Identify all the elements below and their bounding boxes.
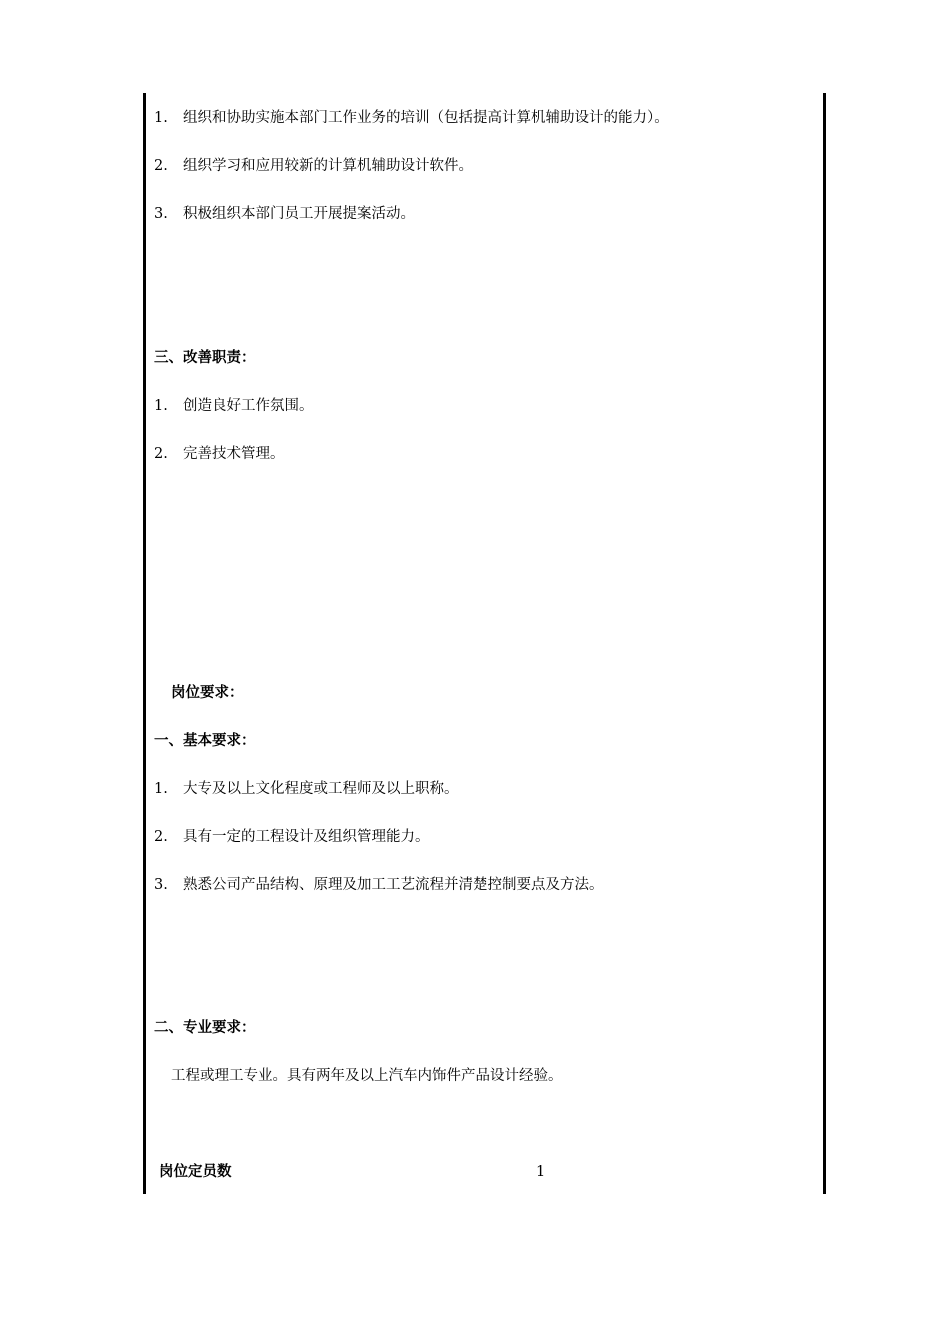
item-text: 具有一定的工程设计及组织管理能力。 [183, 829, 430, 845]
item-number: 3. [154, 877, 168, 893]
item-number: 2. [154, 446, 168, 462]
headcount-label: 岗位定员数 [159, 1163, 232, 1180]
item-text: 创造良好工作氛围。 [183, 398, 314, 414]
training-item-1 [154, 108, 669, 128]
basic-requirement-item-2 [154, 827, 430, 847]
training-item-3 [154, 204, 415, 224]
item-number: 1. [154, 781, 168, 797]
training-item-2 [154, 156, 473, 176]
item-text: 熟悉公司产品结构、原理及加工工艺流程并清楚控制要点及方法。 [183, 877, 604, 893]
improvement-item-1 [154, 396, 314, 416]
item-text: 大专及以上文化程度或工程师及以上职称。 [183, 781, 459, 797]
professional-requirements-text: 工程或理工专业。具有两年及以上汽车内饰件产品设计经验。 [171, 1068, 563, 1084]
basic-requirement-item-1 [154, 779, 459, 799]
headcount-value: 1 [536, 1164, 546, 1180]
item-number: 1. [154, 110, 168, 126]
item-number: 2. [154, 829, 168, 845]
item-number: 1. [154, 398, 168, 414]
item-text: 完善技术管理。 [183, 446, 285, 462]
improvement-heading: 三、改善职责： [154, 349, 256, 366]
item-number: 3. [154, 206, 168, 222]
professional-requirements-heading: 二、专业要求： [154, 1019, 256, 1036]
basic-requirements-heading: 一、基本要求： [154, 732, 256, 749]
table-right-border [823, 93, 826, 1194]
table-left-border [143, 93, 146, 1194]
item-text: 组织和协助实施本部门工作业务的培训（包括提高计算机辅助设计的能力）。 [183, 110, 669, 126]
requirements-title: 岗位要求： [171, 684, 244, 701]
item-number: 2. [154, 158, 168, 174]
item-text: 组织学习和应用较新的计算机辅助设计软件。 [183, 158, 473, 174]
item-text: 积极组织本部门员工开展提案活动。 [183, 206, 415, 222]
basic-requirement-item-3 [154, 875, 604, 895]
improvement-item-2 [154, 444, 285, 464]
